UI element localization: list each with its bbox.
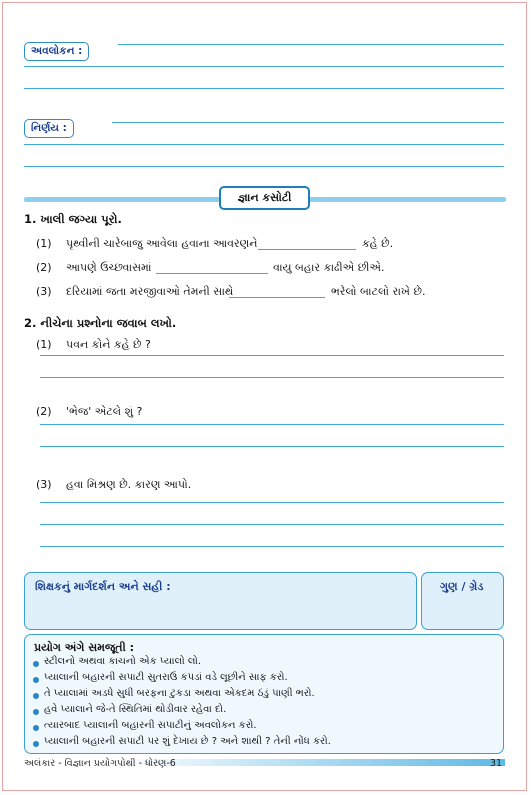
bullet-icon [33,709,39,715]
bullet-icon [33,677,39,683]
answer-line[interactable] [40,502,504,503]
observation-line[interactable] [24,66,504,67]
conclusion-line[interactable] [24,166,504,167]
conclusion-line[interactable] [24,144,504,145]
answer-line[interactable] [40,377,504,378]
observation-line[interactable] [24,88,504,89]
q1-blank[interactable] [229,297,325,298]
bullet-icon [33,661,39,667]
bullet-icon [33,693,39,699]
note-item: પ્યાલાની બહારની સપાટી પર શું દેખાય છે ? અને શાથી ? તેની નોંધ કરો. [44,736,331,747]
conclusion-label: નિર્ણય : [24,119,74,138]
q1-item-num: (3) [36,285,52,298]
page-number: 31 [490,758,503,769]
grade-label: ગુણ / ગ્રેડ [440,580,484,593]
note-title: પ્રયોગ અંગે સમજૂતી : [34,641,134,654]
q1-item-text: કહે છે. [362,237,394,250]
q2-item-text: 'ભેજ' એટલે શું ? [66,405,143,418]
footer-title: અલંકાર - વિજ્ઞાન પ્રયોગપોથી - ધોરણ-6 [24,758,176,769]
q2-item-text: પવન કોને કહે છે ? [66,338,151,351]
bullet-icon [33,725,39,731]
note-item: હવે પ્યાલાને જે-તે સ્થિતિમાં થોડીવાર રહેવા દો. [44,704,227,715]
teacher-signature-label: શિક્ષકનું માર્ગદર્શન અને સહી : [35,580,171,593]
q2-item-num: (1) [36,338,52,351]
answer-line[interactable] [40,355,504,356]
q1-item-num: (2) [36,261,52,274]
answer-line[interactable] [40,546,504,547]
q1-heading: 1. ખાલી જગ્યા પૂરો. [24,212,122,226]
q1-blank[interactable] [156,273,268,274]
note-item: ત્યારબાદ પ્યાલાની બહારની સપાટીનું અવલોકન કરો. [44,720,257,731]
observation-line[interactable] [118,44,504,45]
q2-item-num: (3) [36,478,52,491]
section-title: જ્ઞાન કસોટી [219,186,310,210]
q2-heading: 2. નીચેના પ્રશ્નોના જવાબ લખો. [24,316,177,330]
q1-item-text: ભરેલો બાટલો રાખે છે. [331,285,426,298]
note-item: સ્ટીલનો અથવા કાચનો એક પ્યાલો લો. [44,656,202,667]
note-item: પ્યાલાની બહારની સપાટી સુતરાઉ કપડાં વડે લૂછીને સાફ કરો. [44,672,288,683]
note-item: તે પ્યાલામાં અડધે સુધી બરફના ટુકડા અથવા એકદમ ઠંડું પાણી ભરો. [44,688,315,699]
conclusion-line[interactable] [112,122,504,123]
answer-line[interactable] [40,524,504,525]
q1-item-num: (1) [36,237,52,250]
q1-item-text: વાયુ બહાર કાઢીએ છીએ. [273,261,385,274]
observation-label: અવલોકન : [24,42,89,61]
bullet-icon [33,741,39,747]
q2-item-text: હવા મિશ્રણ છે. કારણ આપો. [66,478,192,491]
q2-item-num: (2) [36,405,52,418]
q1-item-text: દરિયામાં જતા મરજીવાઓ તેમની સાથે [66,285,234,298]
answer-line[interactable] [40,446,504,447]
q1-item-text: પૃથ્વીની ચારેબાજુ આવેલા હવાના આવરણને [66,237,258,250]
q1-blank[interactable] [258,249,356,250]
q1-item-text: આપણે ઉચ્છ્વાસમાં [66,261,152,274]
answer-line[interactable] [40,424,504,425]
